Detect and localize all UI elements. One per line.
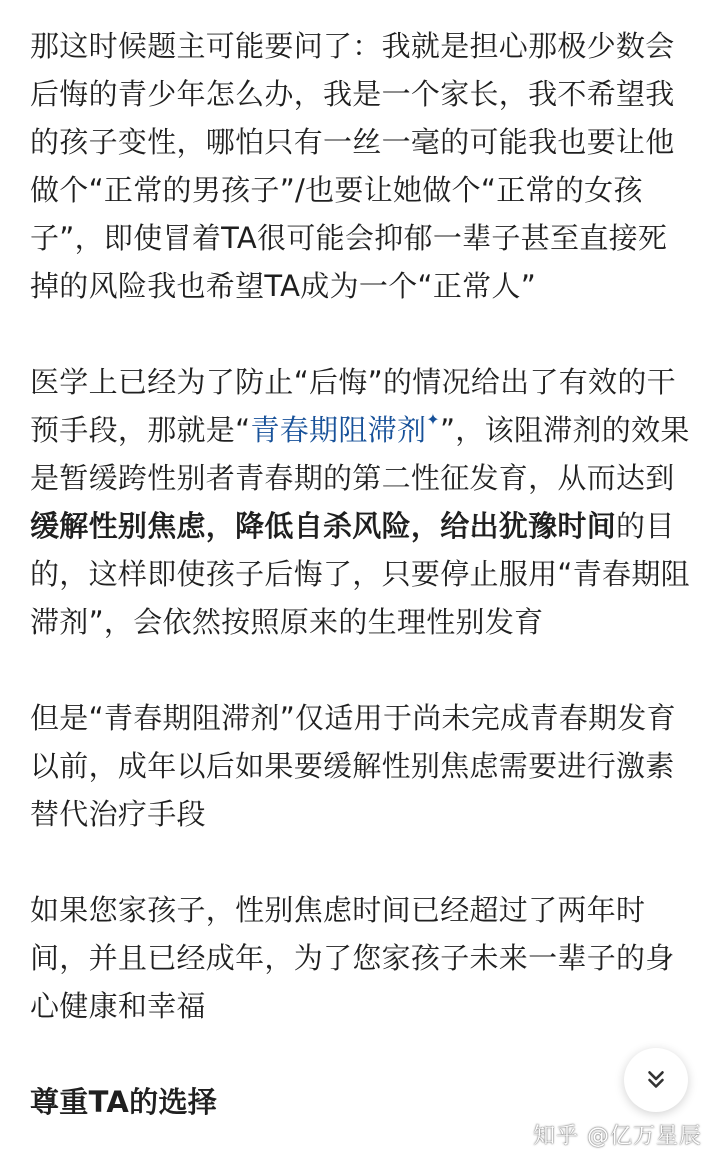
paragraph-4: 如果您家孩子，性别焦虑时间已经超过了两年时间，并且已经成年，为了您家孩子未来一辈子的身心健康和幸福 [30,893,675,1023]
double-chevron-down-icon [643,1067,669,1093]
paragraph-2 [30,358,694,646]
paragraph-3: 但是“青春期阻滞剂”仅适用于尚未完成青春期发育以前，成年以后如果要缓解性别焦虑需要进行激素替代治疗手段 [30,701,676,831]
zhihu-watermark: 知乎 @亿万星辰 [533,1124,702,1149]
article-body [30,22,694,1126]
paragraph-2-text-c: 的目的，这样即使孩子后悔了，只要停止服用“青春期阻滞剂”，会依然按照原来的生理性别发育 [30,509,690,639]
paragraph-1: 那这时候题主可能要问了：我就是担心那极少数会后悔的青少年怎么办，我是一个家长，我不希望我的孩子变性，哪怕只有一丝一毫的可能我也要让他做个“正常的男孩子”/也要让她做个“正常的女孩子”，即使冒着TA很可能会抑郁一辈子甚至直接死掉的风险我也希望TA成为一个“正常人” [30,29,675,303]
scroll-down-button[interactable] [624,1048,688,1112]
link-sparkle-icon: ✦ [426,410,440,429]
puberty-blocker-link[interactable]: 青春期阻滞剂 [250,413,427,447]
paragraph-2-bold-text: 缓解性别焦虑，降低自杀风险，给出犹豫时间 [30,509,617,543]
section-heading: 尊重TA的选择 [30,1085,218,1119]
paragraph-2-text-a: 医学上已经为了防止“后悔”的情况给出了有效的干预手段，那就是“ [30,365,676,447]
paragraph-2-text-b: ”，该阻滞剂的效果是暂缓跨性别者青春期的第二性征发育，从而达到 [30,413,690,495]
